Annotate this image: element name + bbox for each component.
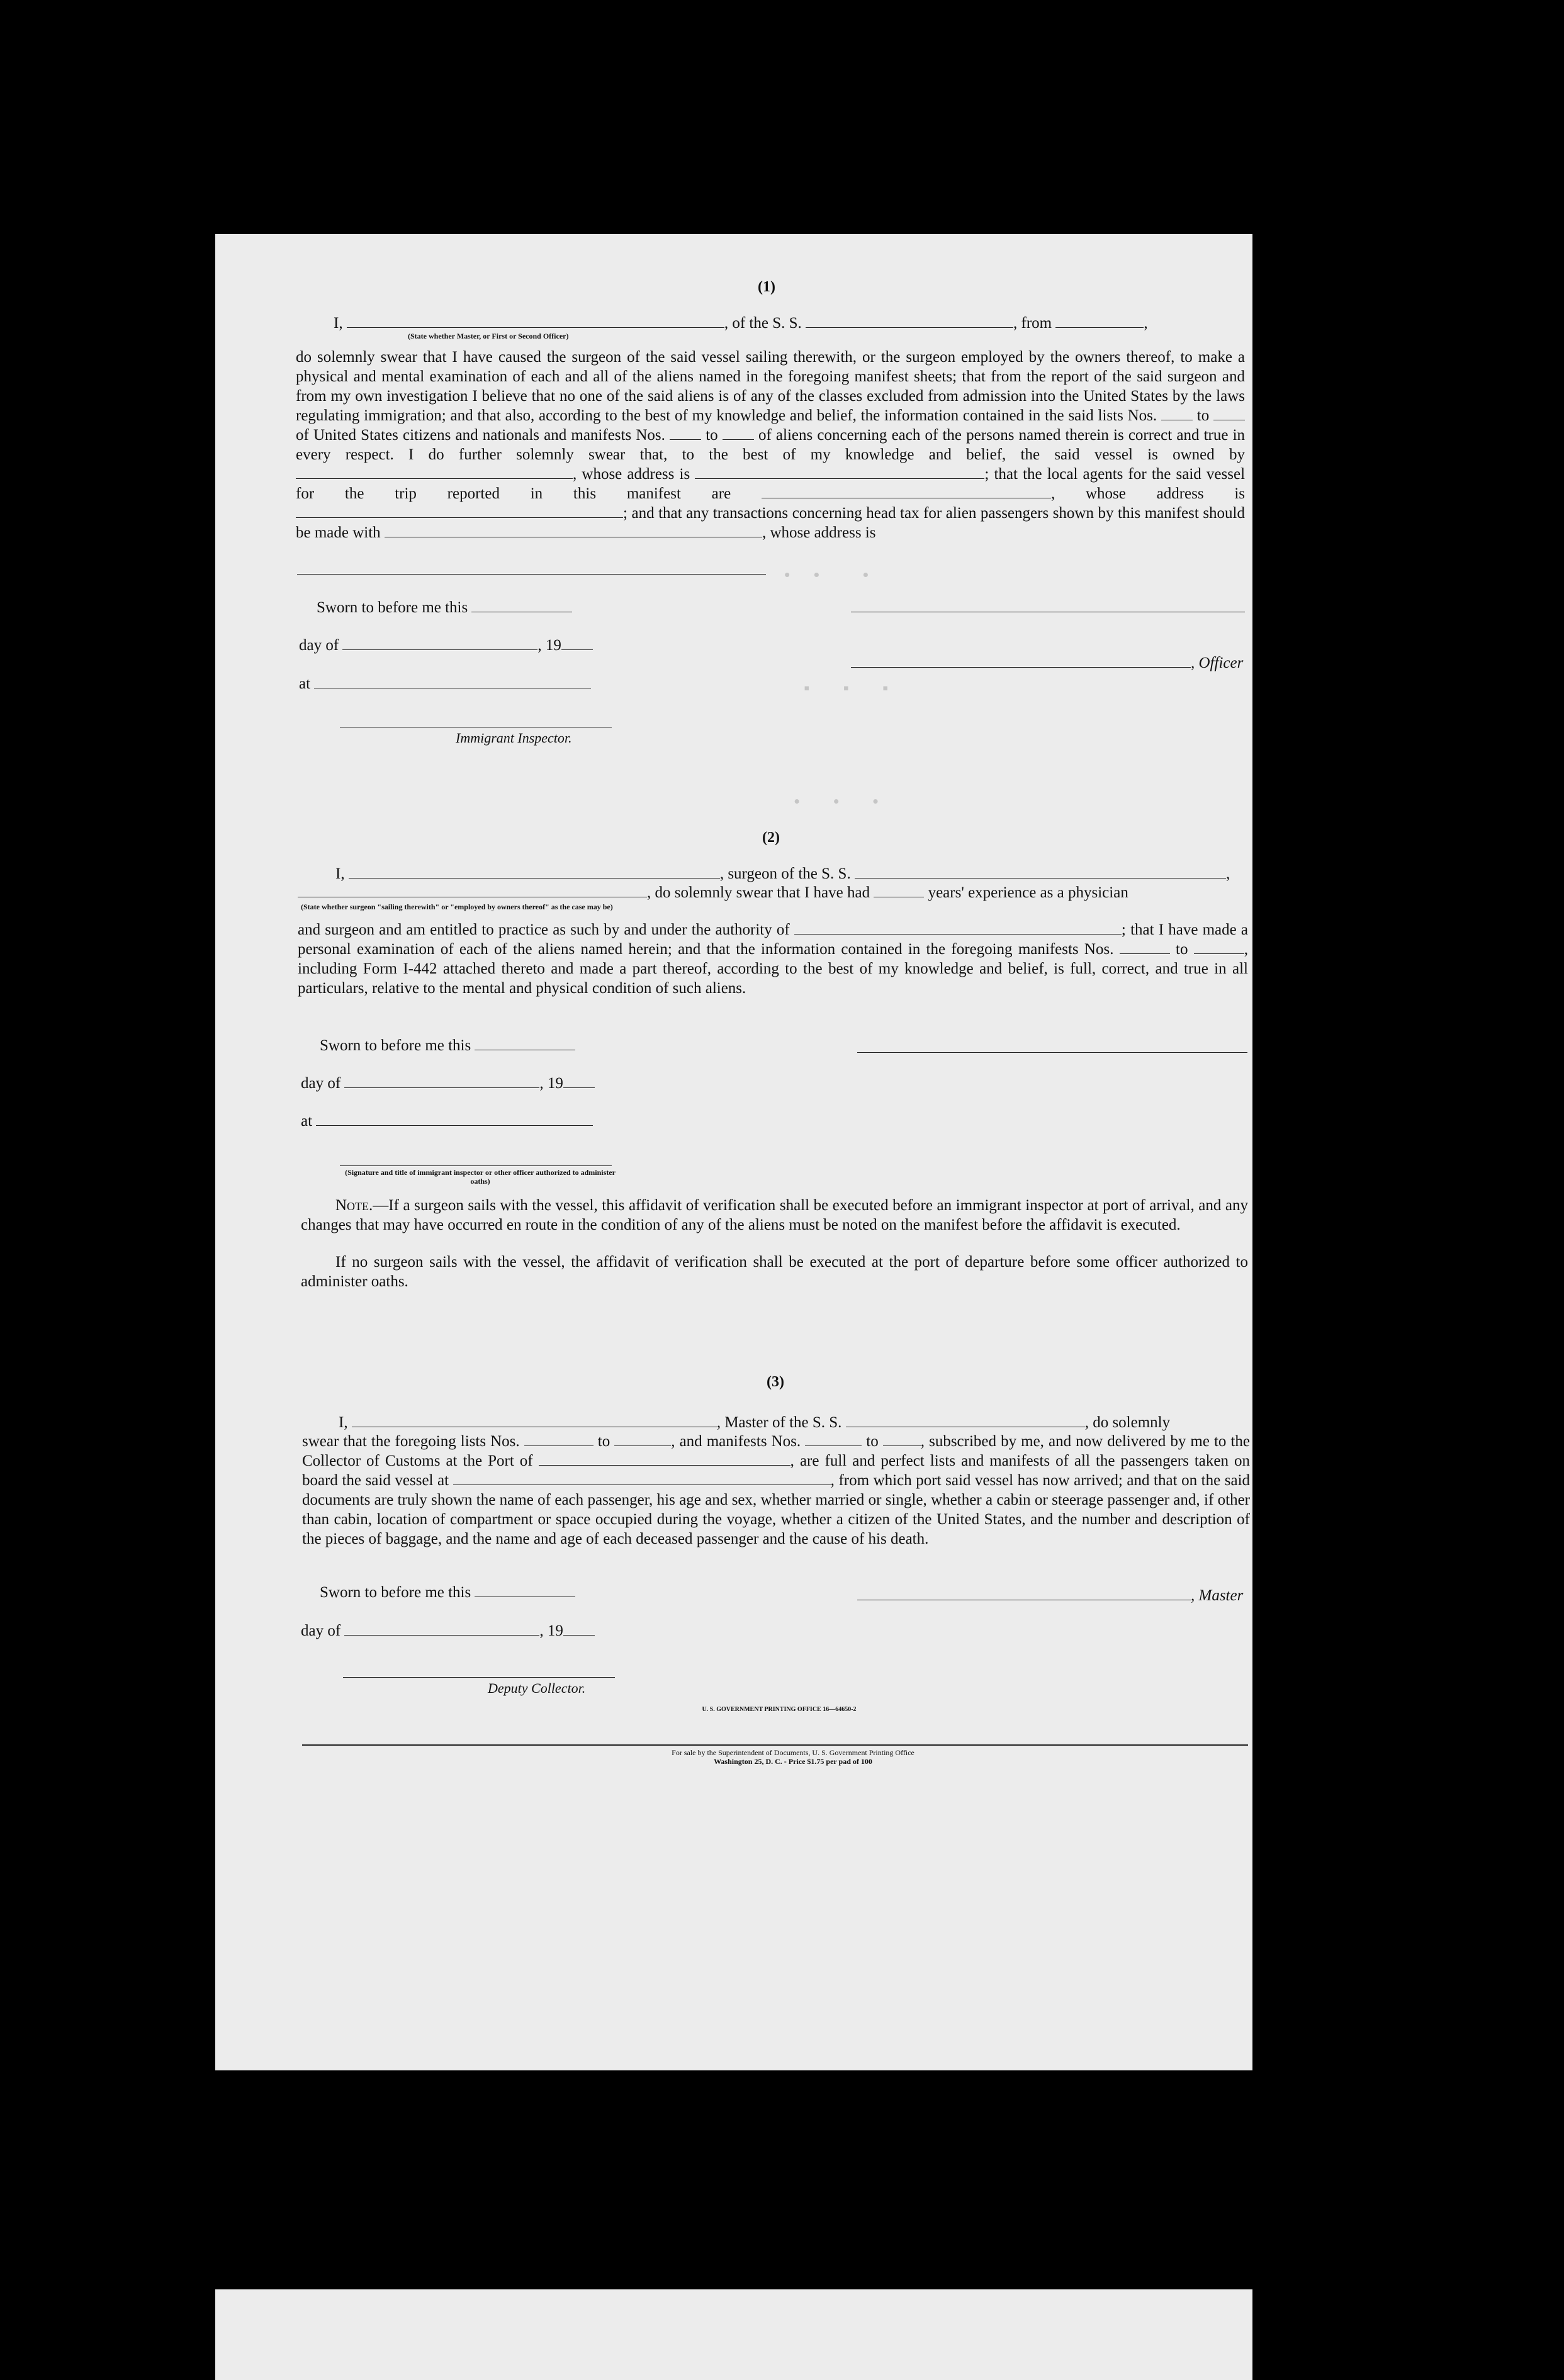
port-field[interactable] xyxy=(539,1465,790,1466)
to-label: to xyxy=(597,1433,610,1450)
day-row-1 xyxy=(299,637,593,654)
sworn-row-1 xyxy=(317,599,572,617)
to-label: to xyxy=(866,1433,879,1450)
signature-caption: (Signature and title of immigrant inspector or other officer authorized to administer oaths) xyxy=(345,1168,616,1186)
pronoun: I, xyxy=(339,1414,348,1431)
head-tax-address-field[interactable] xyxy=(297,574,766,575)
to-label: to xyxy=(1176,941,1188,958)
master-caption: , Master xyxy=(1191,1587,1244,1604)
lists-from-field-3[interactable] xyxy=(524,1445,594,1446)
note-label: Note. xyxy=(335,1197,373,1214)
sworn-row-2 xyxy=(320,1037,575,1055)
month-field[interactable] xyxy=(342,649,537,650)
exam-text: that I have made a personal examination of each of the aliens named herein; and that the information contained in the foregoing manifests Nos. xyxy=(298,921,1249,958)
pronoun: I, xyxy=(334,315,343,332)
ship-name-field[interactable] xyxy=(806,327,1013,328)
oath-text-2: of United States citizens and nationals and manifests Nos. xyxy=(296,427,665,444)
section-1-line1 xyxy=(334,313,1246,333)
day-of-label: day of xyxy=(301,1622,341,1639)
section-3-number: (3) xyxy=(767,1374,784,1390)
inspector-caption: Immigrant Inspector. xyxy=(456,730,572,746)
address-label: whose address is xyxy=(1085,485,1246,502)
surgeon-label: , surgeon of the S. S. xyxy=(719,865,851,882)
oath-text: , do solemnly xyxy=(1084,1414,1171,1431)
from-label: , from xyxy=(1013,315,1052,332)
section-3-body xyxy=(302,1432,1250,1549)
deputy-signature-line[interactable] xyxy=(343,1677,615,1678)
punct: ; xyxy=(1121,921,1126,938)
place-field-2[interactable] xyxy=(316,1125,593,1126)
delivered-text: delivered by me to the Collector of Customs at the Port of xyxy=(302,1433,1251,1469)
year-field-2[interactable] xyxy=(563,1087,595,1088)
month-field-3[interactable] xyxy=(344,1635,539,1636)
at-label: at xyxy=(299,675,311,692)
section-1-number: (1) xyxy=(758,279,775,295)
manifests-to-field[interactable] xyxy=(723,439,754,440)
deputy-caption: Deputy Collector. xyxy=(488,1680,586,1696)
manifests-to-field-2[interactable] xyxy=(1194,953,1244,954)
to-label: to xyxy=(1196,407,1210,424)
oath-text: do solemnly swear that I have caused the surgeon of the said vessel sailing therewith, or the surgeon employed by the owners thereof, to make a physical and mental examination of each and all of the aliens named in the foregoing manifest sheets; that from the report of the said surgeon and from my own investigation I believe that no one of the said aliens is of any of the classes excluded from admission into the United States by the laws regulating immigration; and that also, according to the best of my knowledge and belief, the information contained in the said lists Nos. xyxy=(296,349,1245,424)
note-text-2: If no surgeon sails with the vessel, the affidavit of verification shall be executed at the port of departure before some officer authorized to administer oaths. xyxy=(301,1254,1248,1290)
section-2-line1 xyxy=(335,864,1248,884)
pronoun: I, xyxy=(335,865,345,882)
scan-background xyxy=(215,2070,1252,2289)
day-row-2 xyxy=(301,1075,595,1092)
year-label: , 19 xyxy=(537,637,561,654)
lists-to-field-3[interactable] xyxy=(614,1445,671,1446)
section-3-line1 xyxy=(339,1413,1250,1432)
officer-caption: , Officer xyxy=(1191,654,1244,671)
sworn-label: Sworn to before me this xyxy=(320,1037,471,1054)
exam-text-2: , including Form I-442 attached thereto and made a part thereof, according to the best of my knowledge and belief, is full, correct, and true in all particulars, relative to the mental and physical condition of such aliens. xyxy=(298,941,1249,997)
document-page xyxy=(215,234,1252,2380)
section-2-line2 xyxy=(298,883,1248,902)
note-1 xyxy=(301,1196,1248,1235)
subscribed-text: , subscribed by me, and now xyxy=(920,1433,1103,1450)
manifests-to-field-3[interactable] xyxy=(883,1445,921,1446)
at-row-2 xyxy=(301,1113,593,1130)
section-2-number: (2) xyxy=(762,829,780,846)
punct: ; xyxy=(984,466,989,483)
year-field[interactable] xyxy=(561,649,593,650)
manifests-label: , and manifests Nos. xyxy=(671,1433,801,1450)
full-lists-text: , are full and perfect lists and xyxy=(790,1452,984,1469)
day-of-label: day of xyxy=(299,637,339,654)
master-label: , Master of the S. S. xyxy=(716,1414,842,1431)
gpo-imprint: U. S. GOVERNMENT PRINTING OFFICE 16—64650-2 xyxy=(702,1706,857,1713)
section-2-body xyxy=(298,920,1248,998)
month-field-2[interactable] xyxy=(344,1087,539,1088)
oath-text: , do solemnly swear that I have had xyxy=(647,884,870,901)
manifests-from-field-3[interactable] xyxy=(805,1445,862,1446)
documents-text: port said vessel has now arrived; and that on the said documents are truly shown the name of each passenger, his age and sex, whether married or single, whether a cabin or steerage passenger and, if other than cabin, location of compartment or space occupied during the voyage, whether a citizen of the United States, and the number and description of the pieces of baggage, and the name and age of each deceased passenger and the cause of his death. xyxy=(302,1472,1251,1547)
from-which-text: , from which xyxy=(830,1472,912,1489)
officer-signature-field[interactable] xyxy=(851,667,1191,668)
year-label: , 19 xyxy=(539,1622,563,1639)
inspector-signature-line-2[interactable] xyxy=(340,1165,612,1166)
note-text: —If a surgeon sails with the vessel, this affidavit of verification shall be executed before an immigrant inspector at port of arrival, and any changes that may have occurred en route in the condition of any of the aliens must be noted on the manifest before the affidavit is executed. xyxy=(301,1197,1248,1233)
punct: , xyxy=(1144,315,1148,332)
manifests-from-field-2[interactable] xyxy=(1120,953,1170,954)
oath-text-3: of aliens concerning each of the persons named therein is correct and true in every respect. I do further solemnly swear that, to the best of my knowledge and belief, the said vessel is owned by xyxy=(296,427,1246,463)
punct: , xyxy=(1050,485,1055,502)
year-field-3[interactable] xyxy=(563,1635,595,1636)
from-port-field[interactable] xyxy=(1055,327,1144,328)
footer-rule xyxy=(302,1744,1248,1746)
manifests-from-field[interactable] xyxy=(670,439,701,440)
year-label: , 19 xyxy=(539,1075,563,1092)
rank-caption: (State whether Master, or First or Second Officer) xyxy=(408,332,569,340)
agents-address-field[interactable] xyxy=(296,517,623,518)
head-tax-text: ; and that any transactions concerning head tax for alien passengers shown by this manifest should be made with xyxy=(296,505,1245,541)
agents-label: that the local agents for the said vessel for the trip reported in this manifest are xyxy=(296,466,1246,502)
ship-label: , of the S. S. xyxy=(724,315,802,332)
price-notice: Washington 25, D. C. - Price $1.75 per pad of 100 xyxy=(714,1757,872,1766)
manifests-text: manifests of all the passengers taken on board the said vessel at xyxy=(302,1452,1251,1489)
to-label: to xyxy=(706,427,718,444)
sworn-row-3 xyxy=(320,1584,575,1602)
authority-field[interactable] xyxy=(794,934,1122,935)
address-label: , whose address is xyxy=(762,524,876,541)
at-row-1 xyxy=(299,675,591,693)
officer-row xyxy=(851,654,1243,672)
authority-text: and surgeon and am entitled to practice as such by and under the authority of xyxy=(298,921,790,938)
master-row xyxy=(857,1587,1243,1605)
sworn-label: Sworn to before me this xyxy=(317,599,468,616)
officer-rank-field[interactable] xyxy=(347,327,724,328)
address-label: , whose address is xyxy=(573,466,690,483)
lists-label: swear that the foregoing lists Nos. xyxy=(302,1433,520,1450)
day-of-label: day of xyxy=(301,1075,341,1092)
owner-field[interactable] xyxy=(296,478,573,479)
sale-notice: For sale by the Superintendent of Documents, U. S. Government Printing Office xyxy=(672,1748,914,1757)
punct: , xyxy=(1225,865,1230,882)
section-1-body xyxy=(296,347,1245,542)
sworn-label: Sworn to before me this xyxy=(320,1584,471,1601)
surgeon-signature-line[interactable] xyxy=(857,1052,1247,1053)
owner-address-field[interactable] xyxy=(695,478,984,479)
day-row-3 xyxy=(301,1622,595,1640)
years-label: years' experience as a physician xyxy=(928,884,1128,901)
surgeon-caption: (State whether surgeon "sailing therewith" or "employed by owners thereof" as the case may be) xyxy=(301,902,613,911)
at-label: at xyxy=(301,1113,313,1130)
note-2 xyxy=(301,1252,1248,1291)
